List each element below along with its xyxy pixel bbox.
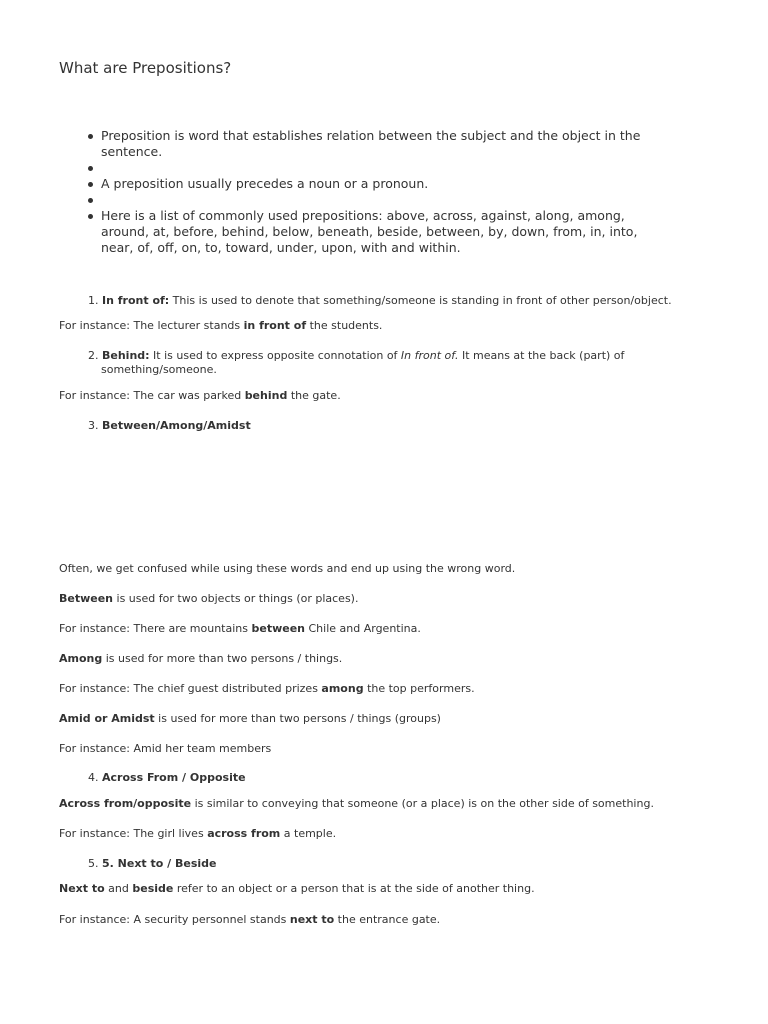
section-1-heading [88,294,672,308]
example-text: For instance: There are mountains [59,622,252,635]
section-description: This is used to denote that something/someone is standing in front of other person/object. [169,294,672,307]
example-text: For instance: A security personnel stands [59,913,290,926]
example-text: Chile and Argentina. [305,622,421,635]
section-number: 4. [88,771,99,784]
amid-example: For instance: Amid her team members [59,742,272,755]
example-keyword: next to [289,913,335,926]
example-keyword: in front of [243,319,307,332]
example-text: For instance: The lecturer stands [59,319,244,332]
section-2-example [59,389,341,403]
example-text: the entrance gate. [334,913,441,926]
definition-text: and [104,882,133,895]
example-text: For instance: The chief guest distributed prizes [59,682,322,695]
section-1-example [59,319,382,333]
section-term: Behind: [102,349,150,362]
example-text: the students. [306,319,383,332]
bullet-2: A preposition usually precedes a noun or a pronoun. [101,176,429,191]
definition-term: beside [132,882,174,895]
section-description: It means at the back (part) of [458,349,625,362]
example-keyword: among [321,682,364,695]
section-number: 2. [88,349,99,362]
example-keyword: between [251,622,305,635]
bullet-dot [88,182,93,187]
bullet-dot [88,214,93,219]
section-4-example [59,827,336,841]
section-term: Across From / Opposite [102,771,246,784]
bullet-dot [88,134,93,139]
between-definition [59,592,358,606]
example-keyword: across from [207,827,281,840]
section-3-heading [88,419,251,433]
section-5-heading [88,857,217,871]
between-example [59,622,421,636]
section-description: It is used to express opposite connotation of [149,349,401,362]
section-term: 5. Next to / Beside [102,857,217,870]
section-5-example [59,913,440,927]
definition-text: is used for more than two persons / things. [102,652,343,665]
page-title: What are Prepositions? [59,59,232,77]
section-number: 1. [88,294,99,307]
amid-definition [59,712,441,726]
section-4-heading [88,771,246,785]
definition-text: refer to an object or a person that is at the side of another thing. [173,882,535,895]
bullet-3-line-3: near, of, off, on, to, toward, under, upon, with and within. [101,240,461,255]
definition-term: Next to [59,882,105,895]
section-number: 5. [88,857,99,870]
section-5-definition [59,882,535,896]
example-text: the top performers. [363,682,475,695]
definition-text: is used for more than two persons / things (groups) [154,712,441,725]
section-2-heading [88,349,624,363]
among-example [59,682,475,696]
example-text: For instance: The car was parked [59,389,245,402]
section-number: 3. [88,419,99,432]
section-2-description-line-2: something/someone. [101,363,217,376]
example-text: the gate. [287,389,341,402]
bullet-1-line-1: Preposition is word that establishes relation between the subject and the object in the [101,128,641,143]
section-description-italic: In front of. [400,349,459,362]
section-term: Between/Among/Amidst [102,419,251,432]
bullet-3-line-1: Here is a list of commonly used prepositions: above, across, against, along, among, [101,208,625,223]
bullet-1-line-2: sentence. [101,144,163,159]
definition-text: is used for two objects or things (or places). [113,592,359,605]
bullet-3-line-2: around, at, before, behind, below, beneath, beside, between, by, down, from, in, into, [101,224,638,239]
definition-term: Between [59,592,114,605]
bullet-dot [88,166,93,171]
definition-text: is similar to conveying that someone (or a place) is on the other side of something. [191,797,654,810]
example-keyword: behind [244,389,288,402]
among-definition [59,652,342,666]
section-term: In front of: [102,294,170,307]
definition-term: Amid or Amidst [59,712,155,725]
example-text: For instance: The girl lives [59,827,208,840]
bullet-dot [88,198,93,203]
example-text: a temple. [280,827,337,840]
definition-term: Among [59,652,103,665]
section-3-intro: Often, we get confused while using these words and end up using the wrong word. [59,562,516,575]
section-4-definition [59,797,654,811]
definition-term: Across from/opposite [59,797,192,810]
